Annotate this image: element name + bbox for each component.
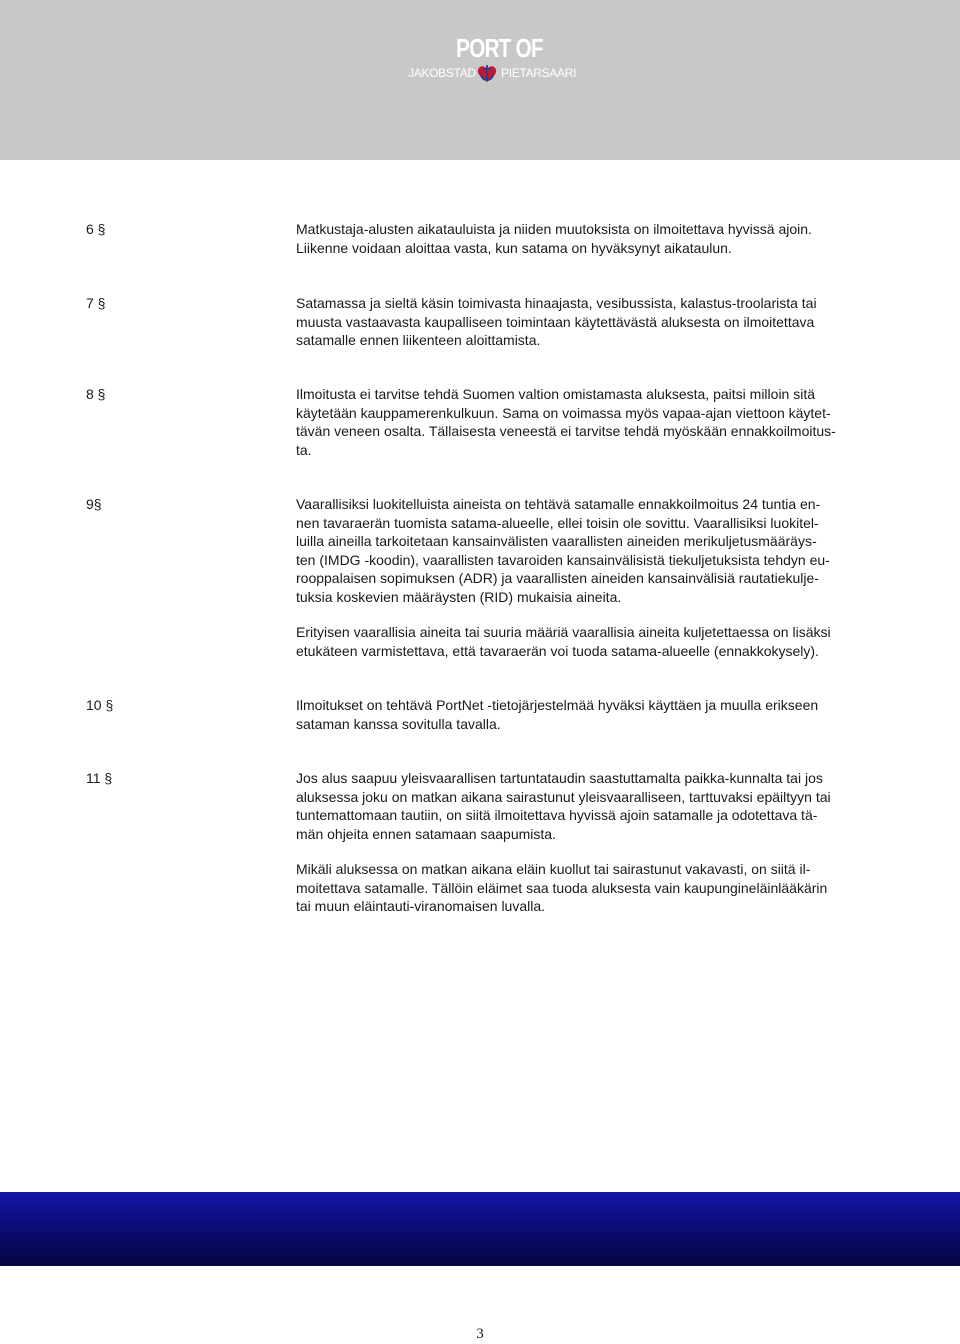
port-logo (408, 33, 577, 86)
logo-right-text: PIETARSAARI (501, 66, 577, 80)
section-number: 10 § (86, 697, 114, 713)
section-text: Ilmoitusta ei tarvitse tehdä Suomen valtion omistamasta aluksesta, paitsi milloin sitä käytetään kauppamerenkulkuun. Sama on voimassa myös vapaa-ajan viettoon käytet- tävän veneen osalta. Tällaisesta veneestä ei tarvitse tehdä myöskään ennakkoilmoitus- ta. (296, 386, 836, 458)
section-number: 11 § (86, 770, 113, 786)
section-text: Ilmoitukset on tehtävä PortNet -tietojärjestelmää hyväksi käyttäen ja muulla erikseen sataman kanssa sovitulla tavalla. (296, 697, 819, 732)
footer-band (0, 1192, 960, 1266)
logo-title: PORT OF (456, 33, 543, 63)
section-text-2: Erityisen vaarallisia aineita tai suuria määriä vaarallisia aineita kuljetettaessa on lisäksi etukäteen varmistettava, että tavaraerän voi tuoda satama-alueelle (ennakkokysely). (296, 624, 831, 659)
section-text: Satamassa ja sieltä käsin toimivasta hinaajasta, vesibussista, kalastus-troolarista tai muusta vastaavasta kaupalliseen toimintaan käytettävästä aluksesta on ilmoitettava satamalle ennen liikenteen aloittamista. (296, 295, 817, 348)
page-number: 3 (476, 1326, 484, 1342)
section-number: 7 § (86, 295, 106, 311)
section-text-2: Mikäli aluksessa on matkan aikana eläin kuollut tai sairastunut vakavasti, on siitä il- moitettava satamalle. Tällöin eläimet saa tuoda aluksesta vain kaupungineläinlääkärin tai muun eläintauti-viranomaisen luvalla. (296, 861, 828, 914)
section-number: 8 § (86, 386, 106, 402)
header-band (0, 0, 960, 160)
anchor-heart-icon (474, 62, 500, 84)
logo-left-text: JAKOBSTAD (408, 66, 476, 80)
section-number: 9§ (86, 496, 102, 512)
section-text: Jos alus saapuu yleisvaarallisen tartuntataudin saastuttamalta paikka-kunnalta tai jos aluksessa joku on matkan aikana sairastunut yleisvaaralliseen, tarttuvaksi epäiltyyn tai tuntemattomaan tautiin, on siitä ilmoitettava hyvissä ajoin satamalle ja odotettava tä- män ohjeita ennen satamaan saapumista. (296, 770, 831, 842)
section-text: Matkustaja-alusten aikatauluista ja niiden muutoksista on ilmoitettava hyvissä ajoin. Liikenne voidaan aloittaa vasta, kun satama on hyväksynyt aikataulun. (296, 221, 812, 256)
section-text: Vaarallisiksi luokitelluista aineista on tehtävä satamalle ennakkoilmoitus 24 tuntia en- nen tavaraerän tuomista satama-alueelle, ellei toisin ole sovittu. Vaarallisiksi luokitel- luilla aineilla tarkoitetaan kansainvälisten vaarallisten aineiden merikuljetusmääräys- ten (IMDG -koodin), vaarallisten tavaroiden kansainvälisistä tiekuljetuksista tehdyn eu- rooppalaisen sopimuksen (ADR) ja vaarallisten aineiden kansainvälisiä rautatiekulje- tuksia koskevien määräysten (RID) mukaisia aineita. (296, 496, 830, 605)
section-number: 6 § (86, 221, 106, 237)
